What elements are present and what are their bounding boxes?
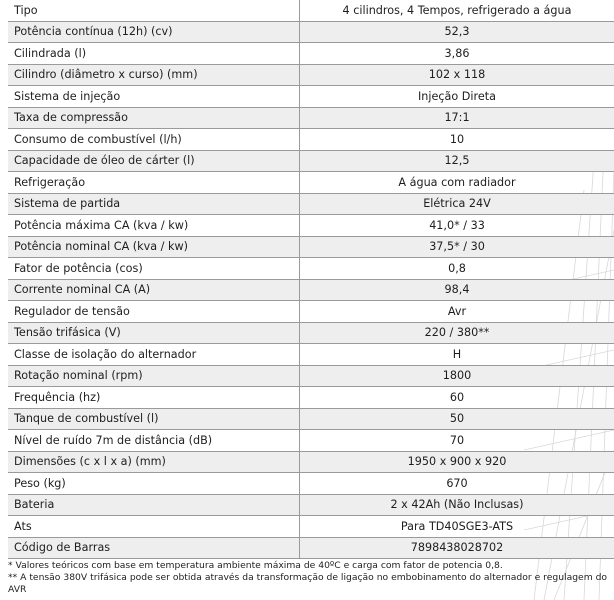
spec-value: 4 cilindros, 4 Tempos, refrigerado a água xyxy=(300,0,614,21)
spec-label: Peso (kg) xyxy=(8,473,300,495)
spec-label: Cilindrada (l) xyxy=(8,43,300,65)
spec-label: Consumo de combustível (l/h) xyxy=(8,129,300,151)
spec-row xyxy=(8,215,614,237)
spec-value: Elétrica 24V xyxy=(300,193,614,215)
spec-label: Classe de isolação do alternador xyxy=(8,344,300,366)
spec-value: 12,5 xyxy=(300,150,614,172)
spec-value: 102 x 118 xyxy=(300,64,614,86)
spec-label: Fator de potência (cos) xyxy=(8,258,300,280)
spec-value: 670 xyxy=(300,473,614,495)
spec-value: 220 / 380** xyxy=(300,322,614,344)
spec-row xyxy=(8,516,614,538)
spec-value: 50 xyxy=(300,408,614,430)
spec-value: 10 xyxy=(300,129,614,151)
spec-value: 98,4 xyxy=(300,279,614,301)
spec-row xyxy=(8,129,614,151)
spec-label: Dimensões (c x l x a) (mm) xyxy=(8,451,300,473)
spec-row xyxy=(8,107,614,129)
footnote-2: ** A tensão 380V trifásica pode ser obtida através da transformação de ligação no embobinamento do alternador e regulagem do AVR xyxy=(8,572,612,596)
spec-row xyxy=(8,258,614,280)
spec-label: Regulador de tensão xyxy=(8,301,300,323)
spec-row xyxy=(8,301,614,323)
spec-row xyxy=(8,365,614,387)
spec-value: 3,86 xyxy=(300,43,614,65)
spec-value: 41,0* / 33 xyxy=(300,215,614,237)
spec-label: Potência nominal CA (kva / kw) xyxy=(8,236,300,258)
spec-label: Frequência (hz) xyxy=(8,387,300,409)
spec-row xyxy=(8,430,614,452)
spec-table xyxy=(8,0,614,559)
spec-row xyxy=(8,150,614,172)
spec-row xyxy=(8,322,614,344)
spec-row xyxy=(8,451,614,473)
spec-label: Capacidade de óleo de cárter (l) xyxy=(8,150,300,172)
spec-row xyxy=(8,172,614,194)
spec-label: Tanque de combustível (l) xyxy=(8,408,300,430)
spec-label: Cilindro (diâmetro x curso) (mm) xyxy=(8,64,300,86)
spec-value: H xyxy=(300,344,614,366)
spec-value: 37,5* / 30 xyxy=(300,236,614,258)
spec-row xyxy=(8,494,614,516)
spec-row xyxy=(8,344,614,366)
spec-row xyxy=(8,408,614,430)
spec-label: Nível de ruído 7m de distância (dB) xyxy=(8,430,300,452)
spec-value: 60 xyxy=(300,387,614,409)
spec-value: 7898438028702 xyxy=(300,537,614,559)
spec-value: 0,8 xyxy=(300,258,614,280)
spec-label: Tipo xyxy=(8,0,300,21)
spec-row xyxy=(8,279,614,301)
spec-label: Sistema de partida xyxy=(8,193,300,215)
spec-row xyxy=(8,387,614,409)
spec-label: Sistema de injeção xyxy=(8,86,300,108)
spec-value: A água com radiador xyxy=(300,172,614,194)
spec-value: 1950 x 900 x 920 xyxy=(300,451,614,473)
spec-row xyxy=(8,537,614,559)
spec-value: 17:1 xyxy=(300,107,614,129)
spec-row xyxy=(8,0,614,21)
spec-row xyxy=(8,64,614,86)
spec-label: Rotação nominal (rpm) xyxy=(8,365,300,387)
spec-label: Taxa de compressão xyxy=(8,107,300,129)
spec-label: Refrigeração xyxy=(8,172,300,194)
spec-value: 2 x 42Ah (Não Inclusas) xyxy=(300,494,614,516)
spec-value: Injeção Direta xyxy=(300,86,614,108)
spec-row xyxy=(8,236,614,258)
spec-label: Ats xyxy=(8,516,300,538)
spec-label: Bateria xyxy=(8,494,300,516)
footnote-1: * Valores teóricos com base em temperatura ambiente máxima de 40ºC e carga com fator de potencia 0,8. xyxy=(8,560,612,572)
spec-label: Potência contínua (12h) (cv) xyxy=(8,21,300,43)
spec-value: 1800 xyxy=(300,365,614,387)
spec-label: Potência máxima CA (kva / kw) xyxy=(8,215,300,237)
spec-value: Para TD40SGE3-ATS xyxy=(300,516,614,538)
spec-label: Corrente nominal CA (A) xyxy=(8,279,300,301)
spec-row xyxy=(8,21,614,43)
spec-row xyxy=(8,43,614,65)
spec-row xyxy=(8,86,614,108)
spec-value: Avr xyxy=(300,301,614,323)
spec-row xyxy=(8,193,614,215)
footnotes xyxy=(8,560,612,596)
spec-label: Tensão trifásica (V) xyxy=(8,322,300,344)
spec-value: 70 xyxy=(300,430,614,452)
spec-row xyxy=(8,473,614,495)
spec-label: Código de Barras xyxy=(8,537,300,559)
spec-value: 52,3 xyxy=(300,21,614,43)
